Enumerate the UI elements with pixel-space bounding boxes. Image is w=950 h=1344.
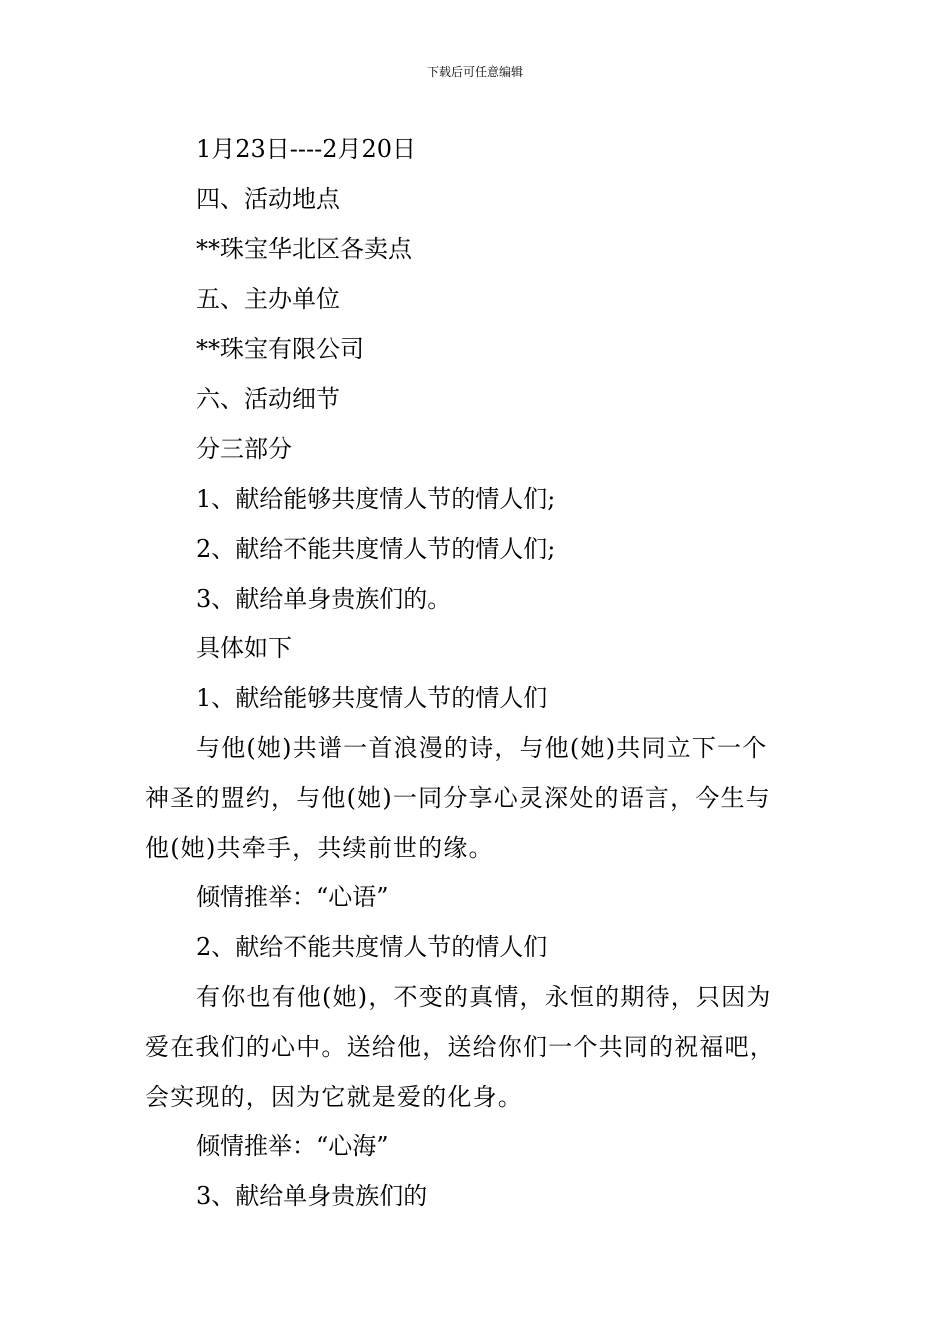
page-header: 下载后可任意编辑 [426,65,523,79]
organizer-text: **珠宝有限公司 [196,335,364,363]
paragraph-line: 爱在我们的心中。送给他，送给你们一个共同的祝福吧， [145,1033,775,1061]
paragraph-line: 他(她)共牵手，共续前世的缘。 [145,834,494,862]
location-text: **珠宝华北区各卖点 [196,235,412,263]
recommendation-line: 倾情推举：“心海” [196,1132,389,1160]
paragraph-line: 有你也有他(她)，不变的真情，永恒的期待，只因为 [196,983,772,1011]
paragraph-line: 与他(她)共谱一首浪漫的诗，与他(她)共同立下一个 [196,734,768,762]
subsection-heading: 1、献给能够共度情人节的情人们 [196,684,548,712]
subsection-heading: 3、献给单身贵族们的 [196,1182,428,1210]
recommendation-line: 倾情推举：“心语” [196,883,389,911]
subsection-heading: 2、献给不能共度情人节的情人们 [196,933,548,961]
details-specifics-label: 具体如下 [196,634,292,662]
list-item: 2、献给不能共度情人节的情人们; [196,535,556,563]
section-heading-location: 四、活动地点 [196,185,340,213]
paragraph-line: 会实现的，因为它就是爱的化身。 [145,1083,523,1111]
list-item: 1、献给能够共度情人节的情人们; [196,485,556,513]
section-heading-details: 六、活动细节 [196,385,340,413]
date-range-line: 1月23日----2月20日 [196,135,417,163]
details-intro: 分三部分 [196,435,292,463]
section-heading-organizer: 五、主办单位 [196,285,340,313]
list-item: 3、献给单身贵族们的。 [196,585,452,613]
paragraph-line: 神圣的盟约，与他(她)一同分享心灵深处的语言，今生与 [145,784,771,812]
